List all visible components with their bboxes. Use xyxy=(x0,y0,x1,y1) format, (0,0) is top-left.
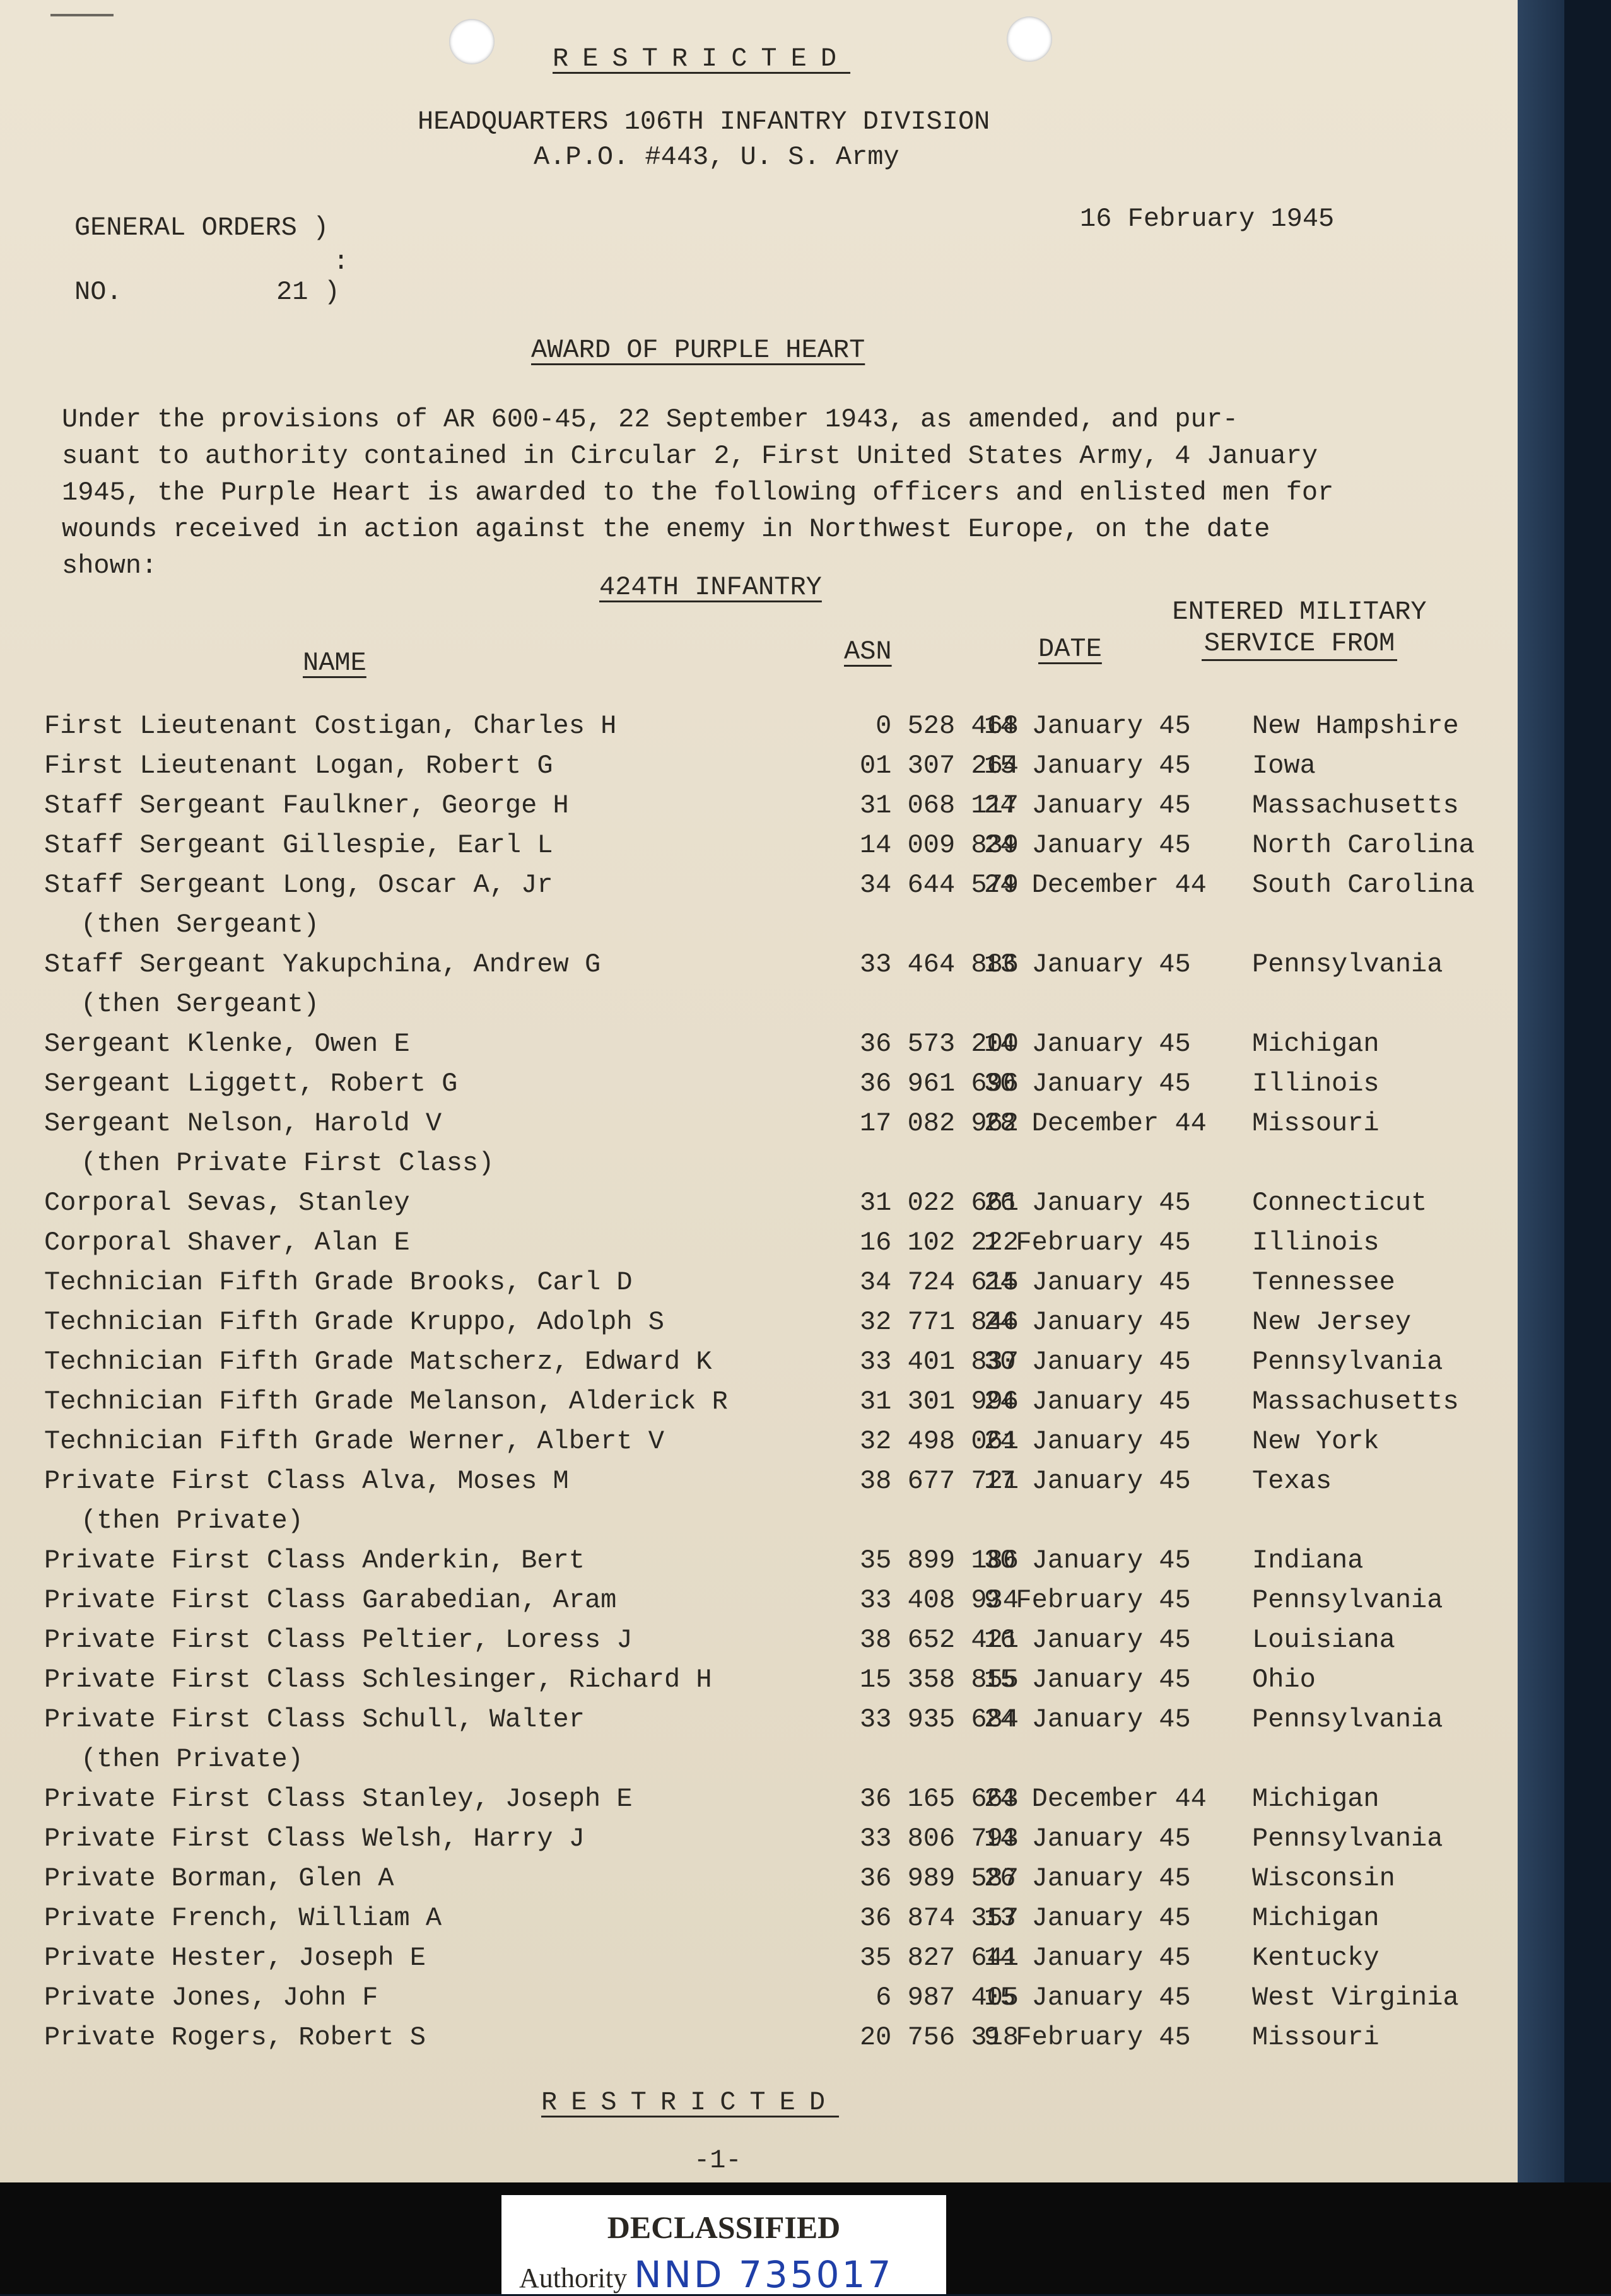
document-title: AWARD OF PURPLE HEART xyxy=(531,335,865,365)
awardee-asn: 31 068 117 xyxy=(859,790,1019,821)
punch-hole-left xyxy=(449,19,495,64)
awardee-asn: 32 498 061 xyxy=(859,1426,1019,1456)
award-date: 15 January 45 xyxy=(984,1983,1191,2013)
awardee-name: Staff Sergeant Gillespie, Earl L xyxy=(44,830,553,860)
awardee-asn: 32 771 846 xyxy=(859,1307,1019,1337)
service-state: Pennsylvania xyxy=(1252,1824,1443,1854)
table-row xyxy=(44,1700,1533,1779)
service-state: Pennsylvania xyxy=(1252,949,1443,980)
table-row xyxy=(44,1938,1533,1978)
classification-bottom: RESTRICTED xyxy=(541,2087,840,2117)
table-row xyxy=(44,1541,1533,1581)
service-state: Ohio xyxy=(1252,1665,1316,1695)
awardee-asn: 38 677 721 xyxy=(859,1466,1019,1496)
awardee-asn: 01 307 264 xyxy=(859,751,1019,781)
awardee-name: Sergeant Liggett, Robert G xyxy=(44,1069,458,1099)
prior-rank-note: (then Sergeant) xyxy=(81,989,320,1019)
awardee-asn: 33 806 793 xyxy=(859,1824,1019,1854)
awardee-name: Technician Fifth Grade Kruppo, Adolph S xyxy=(44,1307,664,1337)
table-row xyxy=(44,1342,1533,1382)
awardee-name: Private First Class Anderkin, Bert xyxy=(44,1545,585,1576)
award-date: 13 January 45 xyxy=(984,1903,1191,1933)
service-state: West Virginia xyxy=(1252,1983,1459,2013)
awardee-name: Private First Class Welsh, Harry J xyxy=(44,1824,585,1854)
award-date: 26 January 45 xyxy=(984,1863,1191,1894)
authority-value: NND 735017 xyxy=(634,2253,894,2296)
service-state: Pennsylvania xyxy=(1252,1585,1443,1615)
service-state: Wisconsin xyxy=(1252,1863,1395,1894)
table-row xyxy=(44,1620,1533,1660)
award-date: 24 January 45 xyxy=(984,1267,1191,1297)
award-date: 15 January 45 xyxy=(984,1665,1191,1695)
table-row xyxy=(44,1064,1533,1104)
award-date: 24 December 44 xyxy=(984,1784,1207,1814)
service-state: North Carolina xyxy=(1252,830,1475,860)
prior-rank-note: (then Private) xyxy=(81,1744,303,1774)
awardee-name: Private First Class Peltier, Loress J xyxy=(44,1625,633,1655)
table-row xyxy=(44,706,1533,746)
awardee-name: Sergeant Klenke, Owen E xyxy=(44,1029,410,1059)
award-date: 24 December 44 xyxy=(984,870,1207,900)
service-state: South Carolina xyxy=(1252,870,1475,900)
awardee-asn: 38 652 421 xyxy=(859,1625,1019,1655)
table-row xyxy=(44,1899,1533,1938)
table-row xyxy=(44,786,1533,826)
table-row xyxy=(44,1779,1533,1819)
award-date: 24 January 45 xyxy=(984,1386,1191,1417)
table-row xyxy=(44,1183,1533,1223)
apo-line: A.P.O. #443, U. S. Army xyxy=(534,142,899,172)
awardee-name: Private First Class Garabedian, Aram xyxy=(44,1585,617,1615)
awardee-name: Private Borman, Glen A xyxy=(44,1863,394,1894)
awardee-asn: 36 961 696 xyxy=(859,1069,1019,1099)
award-date: 14 January 45 xyxy=(984,1029,1191,1059)
column-header-name: NAME xyxy=(303,648,366,678)
service-state: Massachusetts xyxy=(1252,790,1459,821)
column-header-date: DATE xyxy=(1038,634,1102,664)
awardee-name: Technician Fifth Grade Brooks, Carl D xyxy=(44,1267,633,1297)
table-row xyxy=(44,1024,1533,1064)
entered-line-1: ENTERED MILITARY xyxy=(1172,597,1427,627)
service-state: Illinois xyxy=(1252,1069,1380,1099)
awardee-asn: 17 082 962 xyxy=(859,1108,1019,1139)
awardee-asn: 33 464 886 xyxy=(859,949,1019,980)
awardee-name: First Lieutenant Logan, Robert G xyxy=(44,751,553,781)
table-row xyxy=(44,1382,1533,1422)
declassified-title: DECLASSIFIED xyxy=(607,2210,841,2245)
awardee-name: Private Hester, Joseph E xyxy=(44,1943,426,1973)
awardee-asn: 33 935 684 xyxy=(859,1704,1019,1735)
awardee-asn: 36 573 200 xyxy=(859,1029,1019,1059)
table-row xyxy=(44,2018,1533,2058)
entered-line-2: SERVICE FROM xyxy=(1202,628,1397,661)
table-row xyxy=(44,1978,1533,2018)
order-date: 16 February 1945 xyxy=(1080,204,1335,234)
awardee-asn: 35 827 641 xyxy=(859,1943,1019,1973)
awardee-name: Private First Class Alva, Moses M xyxy=(44,1466,569,1496)
awardee-asn: 20 756 318 xyxy=(859,2022,1019,2053)
declassified-authority xyxy=(501,2253,946,2296)
awardee-asn: 35 899 186 xyxy=(859,1545,1019,1576)
awardee-name: First Lieutenant Costigan, Charles H xyxy=(44,711,617,741)
awardee-name: Staff Sergeant Yakupchina, Andrew G xyxy=(44,949,601,980)
orders-no-label: NO. xyxy=(74,277,122,307)
service-state: Connecticut xyxy=(1252,1188,1427,1218)
table-row xyxy=(44,1819,1533,1859)
awardee-asn: 33 401 837 xyxy=(859,1347,1019,1377)
awardee-asn: 31 022 661 xyxy=(859,1188,1019,1218)
award-date: 14 January 45 xyxy=(984,711,1191,741)
table-row xyxy=(44,746,1533,786)
awardee-asn: 6 987 405 xyxy=(876,1983,1019,2013)
awardee-asn: 36 165 663 xyxy=(859,1784,1019,1814)
service-state: Indiana xyxy=(1252,1545,1364,1576)
service-state: New Hampshire xyxy=(1252,711,1459,741)
service-state: Illinois xyxy=(1252,1227,1380,1258)
award-date: 13 January 45 xyxy=(984,949,1191,980)
orders-colon: : xyxy=(333,247,349,277)
table-row xyxy=(44,1223,1533,1263)
table-row xyxy=(44,826,1533,865)
declassified-label xyxy=(501,2195,946,2294)
table-row xyxy=(44,1581,1533,1620)
page-number: -1- xyxy=(694,2145,742,2176)
awardee-table xyxy=(44,706,1533,2058)
table-row xyxy=(44,1104,1533,1183)
service-state: New York xyxy=(1252,1426,1380,1456)
service-state: Pennsylvania xyxy=(1252,1347,1443,1377)
awardee-name: Private First Class Schull, Walter xyxy=(44,1704,585,1735)
table-row xyxy=(44,945,1533,1024)
awardee-asn: 33 408 934 xyxy=(859,1585,1019,1615)
service-state: Iowa xyxy=(1252,751,1316,781)
service-state: Pennsylvania xyxy=(1252,1704,1443,1735)
award-date: 17 January 45 xyxy=(984,1466,1191,1496)
awardee-name: Staff Sergeant Faulkner, George H xyxy=(44,790,569,821)
column-header-entered-service xyxy=(1154,596,1444,661)
folder-edge xyxy=(1518,0,1564,2182)
awardee-name: Private First Class Schlesinger, Richard H xyxy=(44,1665,712,1695)
award-date: 24 January 45 xyxy=(984,1426,1191,1456)
prior-rank-note: (then Private) xyxy=(81,1506,303,1536)
service-state: Massachusetts xyxy=(1252,1386,1459,1417)
awardee-name: Technician Fifth Grade Werner, Albert V xyxy=(44,1426,664,1456)
awardee-name: Private First Class Stanley, Joseph E xyxy=(44,1784,633,1814)
awardee-asn: 31 301 996 xyxy=(859,1386,1019,1417)
awardee-asn: 34 644 579 xyxy=(859,870,1019,900)
awardee-name: Sergeant Nelson, Harold V xyxy=(44,1108,442,1139)
awardee-asn: 15 358 855 xyxy=(859,1665,1019,1695)
award-date: 14 January 45 xyxy=(984,1943,1191,1973)
service-state: Michigan xyxy=(1252,1784,1380,1814)
table-row xyxy=(44,1660,1533,1700)
awardee-asn: 34 724 615 xyxy=(859,1267,1019,1297)
award-date: 24 January 45 xyxy=(984,1704,1191,1735)
authority-label: Authority xyxy=(519,2263,628,2293)
service-state: Kentucky xyxy=(1252,1943,1380,1973)
award-date: 28 December 44 xyxy=(984,1108,1207,1139)
service-state: Missouri xyxy=(1252,2022,1380,2053)
service-state: New Jersey xyxy=(1252,1307,1412,1337)
awardee-asn: 16 102 222 xyxy=(859,1227,1019,1258)
service-state: Louisiana xyxy=(1252,1625,1395,1655)
awardee-name: Technician Fifth Grade Matscherz, Edward K xyxy=(44,1347,712,1377)
awardee-asn: 14 009 839 xyxy=(859,830,1019,860)
table-row xyxy=(44,1859,1533,1899)
authority-paragraph: Under the provisions of AR 600-45, 22 September 1943, as amended, and pur- suant to authority contained in Circular 2, First United States Army, 4 January 1945, the Purple Heart is awarded to the following officers and enlisted men for wounds received in action against the enemy in Northwest Europe, on the date shown: xyxy=(62,404,1334,581)
awardee-name: Technician Fifth Grade Melanson, Alderick R xyxy=(44,1386,728,1417)
award-date: 14 January 45 xyxy=(984,1824,1191,1854)
service-state: Michigan xyxy=(1252,1903,1380,1933)
award-date: 30 January 45 xyxy=(984,1069,1191,1099)
service-state: Missouri xyxy=(1252,1108,1380,1139)
orders-no-value: 21 ) xyxy=(276,277,340,307)
table-row xyxy=(44,1263,1533,1303)
award-date: 16 January 45 xyxy=(984,1625,1191,1655)
award-date: 1 February 45 xyxy=(984,1227,1191,1258)
awardee-asn: 36 874 357 xyxy=(859,1903,1019,1933)
hq-line: HEADQUARTERS 106TH INFANTRY DIVISION xyxy=(418,107,990,137)
staple-mark xyxy=(50,14,114,16)
table-row xyxy=(44,1422,1533,1461)
awardee-name: Staff Sergeant Long, Oscar A, Jr xyxy=(44,870,553,900)
table-row xyxy=(44,1303,1533,1342)
column-header-asn: ASN xyxy=(844,636,892,667)
awardee-name: Corporal Shaver, Alan E xyxy=(44,1227,410,1258)
award-date: 9 February 45 xyxy=(984,2022,1191,2053)
orders-label: GENERAL ORDERS ) xyxy=(74,213,329,243)
award-date: 30 January 45 xyxy=(984,1545,1191,1576)
punch-hole-right xyxy=(1007,16,1052,62)
service-state: Michigan xyxy=(1252,1029,1380,1059)
awardee-name: Private Rogers, Robert S xyxy=(44,2022,426,2053)
award-date: 15 January 45 xyxy=(984,751,1191,781)
service-state: Tennessee xyxy=(1252,1267,1395,1297)
award-date: 24 January 45 xyxy=(984,790,1191,821)
table-row xyxy=(44,1461,1533,1541)
award-date: 24 January 45 xyxy=(984,1307,1191,1337)
awardee-name: Private Jones, John F xyxy=(44,1983,378,2013)
award-date: 9 February 45 xyxy=(984,1585,1191,1615)
classification-top: RESTRICTED xyxy=(553,44,851,74)
service-state: Texas xyxy=(1252,1466,1332,1496)
prior-rank-note: (then Private First Class) xyxy=(81,1148,495,1178)
awardee-name: Corporal Sevas, Stanley xyxy=(44,1188,410,1218)
prior-rank-note: (then Sergeant) xyxy=(81,910,320,940)
table-row xyxy=(44,865,1533,945)
award-date: 26 January 45 xyxy=(984,1188,1191,1218)
award-date: 24 January 45 xyxy=(984,830,1191,860)
award-date: 30 January 45 xyxy=(984,1347,1191,1377)
awardee-asn: 0 528 468 xyxy=(876,711,1019,741)
awardee-name: Private French, William A xyxy=(44,1903,442,1933)
unit-heading: 424TH INFANTRY xyxy=(599,572,822,602)
awardee-asn: 36 989 587 xyxy=(859,1863,1019,1894)
